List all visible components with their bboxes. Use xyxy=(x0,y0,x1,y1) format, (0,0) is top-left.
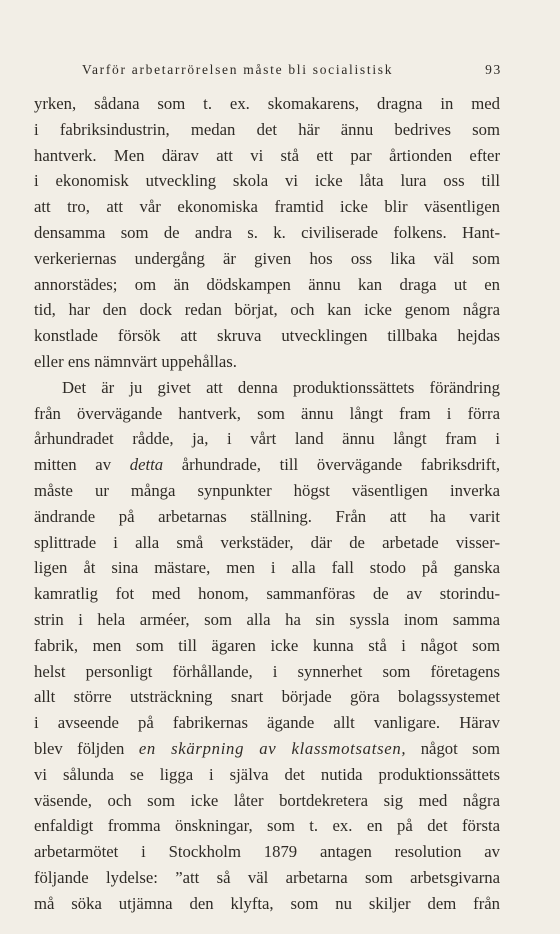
text-line-9: tid, har den dock redan börjat, och kan icke genom några xyxy=(34,300,500,320)
text-line-23: helst personligt förhållande, i synnerhet som företagens xyxy=(34,661,500,681)
text-line-12: Det är ju givet att denna produktionssättets förändring xyxy=(62,377,500,397)
text-line-6: densamma som de andra s. k. civiliserade folkens. Hant- xyxy=(34,222,500,242)
text-line-17: ändrande på arbetarnas ställning. Från att ha varit xyxy=(34,506,500,526)
text-line-10: konstlade försök att skruva utvecklingen tillbaka hejdas xyxy=(34,326,500,346)
text-line-31: följande lydelse: ”att så väl arbetarna som arbetsgivarna xyxy=(34,867,500,887)
italic-phrase-klassmotsatsen: en skärpning av klassmotsatsen, xyxy=(138,738,407,758)
text-line-15-after: århundrade, till övervägande fabriksdrift, xyxy=(163,455,500,475)
text-line-18: splittrade i alla små verkstäder, där de arbetade visser- xyxy=(34,532,500,552)
text-line-28: väsende, och som icke låter bortdekretera sig med några xyxy=(34,790,500,810)
text-line-13: från övervägande hantverk, som ännu långt fram i förra xyxy=(34,403,500,423)
text-line-27: vi sålunda se ligga i själva det nutida produktionssättets xyxy=(34,764,500,784)
text-line-26 xyxy=(34,736,500,762)
text-line-3: hantverk. Men därav att vi stå ett par årtionden efter xyxy=(34,145,500,165)
text-line-20: kamratlig fot med honom, sammanföras de av storindu- xyxy=(34,584,500,604)
body-text xyxy=(34,91,500,917)
text-line-26-before: blev följden xyxy=(34,738,139,758)
text-line-14: århundradet rådde, ja, i vårt land ännu långt fram i xyxy=(34,429,500,449)
text-line-26-after: något som xyxy=(406,738,500,758)
text-line-5: att tro, att vår ekonomiska framtid icke blir väsentligen xyxy=(34,197,500,217)
text-line-24: allt större utsträckning snart började göra bolagssystemet xyxy=(34,687,500,707)
text-line-22: fabrik, men som till ägaren icke kunna stå i något som xyxy=(34,635,500,655)
text-line-32: må söka utjämna den klyfta, som nu skiljer dem från xyxy=(34,893,500,913)
text-line-30: arbetarmötet i Stockholm 1879 antagen resolution av xyxy=(34,842,500,862)
text-line-16: måste ur många synpunkter högst väsentligen inverka xyxy=(34,480,500,500)
text-line-19: ligen åt sina mästare, men i alla fall stodo på ganska xyxy=(34,558,500,578)
text-line-11: eller ens nämnvärt uppehållas. xyxy=(34,351,237,371)
text-line-4: i ekonomisk utveckling skola vi icke låta lura oss till xyxy=(34,171,500,191)
text-line-2: i fabriksindustrin, medan det här ännu bedrives som xyxy=(34,119,500,139)
italic-word-detta: detta xyxy=(129,455,164,475)
text-line-25: i avseende på fabrikernas ägande allt vanligare. Härav xyxy=(34,713,500,733)
text-line-8: annorstädes; om än dödskampen ännu kan draga ut en xyxy=(34,274,500,294)
text-line-1: yrken, sådana som t. ex. skomakarens, dragna in med xyxy=(34,94,500,113)
text-line-15 xyxy=(34,452,500,478)
text-line-15-before: mitten av xyxy=(34,455,130,475)
text-line-7: verkeriernas undergång är given hos oss lika väl som xyxy=(34,248,500,268)
running-head-title: Varför arbetarrörelsen måste bli socialistisk xyxy=(82,62,394,77)
text-line-21: strin i hela arméer, som alla ha sin syssla inom samma xyxy=(34,609,500,629)
text-line-29: enfaldigt fromma önskningar, som t. ex. en på det första xyxy=(34,816,500,836)
page-number: 93 xyxy=(485,62,502,77)
